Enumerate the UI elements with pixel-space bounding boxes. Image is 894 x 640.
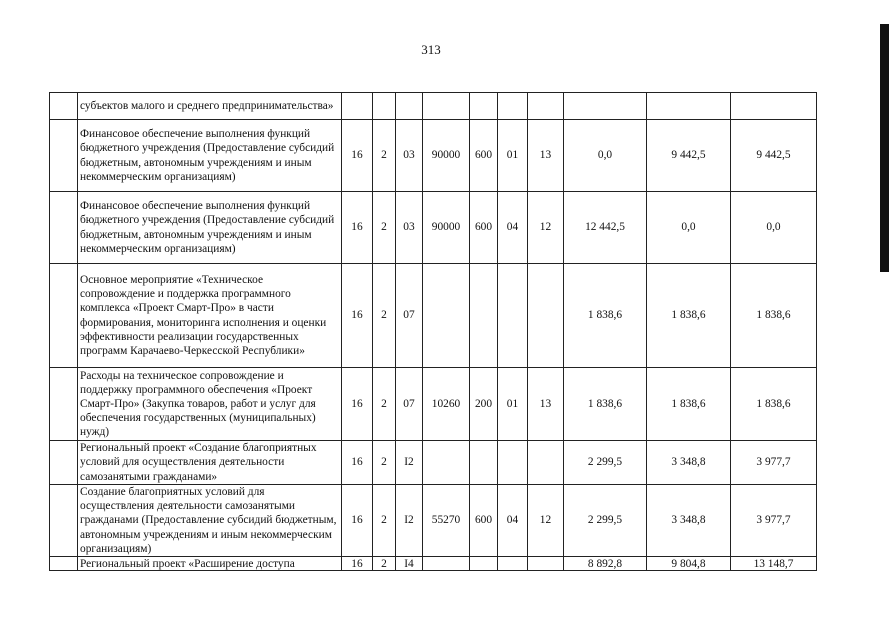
amount-cell: 3 348,8 [647,485,731,557]
code-cell [498,264,528,368]
code-cell: 2 [373,264,396,368]
row-description: Региональный проект «Расширение доступа [78,557,342,571]
code-cell: 55270 [423,485,470,557]
amount-cell: 2 299,5 [564,441,647,485]
amount-cell: 9 442,5 [647,120,731,192]
amount-cell: 9 804,8 [647,557,731,571]
row-description: Финансовое обеспечение выполнения функций бюджетного учреждения (Предоставление субсидий бюджетным, автономным учреждениям и иным некоммерческим организациям) [78,120,342,192]
code-cell: 10260 [423,368,470,441]
code-cell: 90000 [423,192,470,264]
table-row [50,192,817,264]
code-cell: 2 [373,557,396,571]
code-cell: 600 [470,120,498,192]
amount-cell [564,93,647,120]
code-cell: 07 [396,264,423,368]
table-row [50,264,817,368]
table-row [50,441,817,485]
amount-cell: 1 838,6 [564,368,647,441]
row-description: Создание благоприятных условий для осуществления деятельности самозанятыми гражданами (Предоставление субсидий бюджетным, автономным учреждениям и иным некоммерческим организациям) [78,485,342,557]
amount-cell: 3 977,7 [731,441,817,485]
blank-cell [50,93,78,120]
code-cell [470,441,498,485]
table-row [50,93,817,120]
code-cell: 13 [528,120,564,192]
amount-cell: 2 299,5 [564,485,647,557]
page-number: 313 [421,42,441,57]
row-description: субъектов малого и среднего предпринимательства» [78,93,342,120]
row-description: Основное мероприятие «Техническое сопровождение и поддержка программного комплекса «Проект Смарт-Про» в части формирования, мониторинга исполнения и оценки эффективности реализации государственных программ Карачаево-Черкесской Республики» [78,264,342,368]
code-cell: 16 [342,441,373,485]
row-description: Расходы на техническое сопровождение и поддержку программного обеспечения «Проект Смарт-Про» (Закупка товаров, работ и услуг для обеспечения государственных (муниципальных) нужд) [78,368,342,441]
code-cell: 07 [396,368,423,441]
code-cell: 03 [396,192,423,264]
amount-cell: 0,0 [647,192,731,264]
code-cell: 600 [470,192,498,264]
code-cell: 01 [498,120,528,192]
table-row [50,120,817,192]
code-cell: 2 [373,368,396,441]
blank-cell [50,368,78,441]
code-cell: 16 [342,368,373,441]
binding-edge [880,24,889,272]
code-cell: 13 [528,368,564,441]
amount-cell: 12 442,5 [564,192,647,264]
code-cell [423,441,470,485]
code-cell [498,93,528,120]
code-cell [423,93,470,120]
amount-cell: 1 838,6 [647,368,731,441]
code-cell [528,93,564,120]
amount-cell: 0,0 [564,120,647,192]
code-cell: 03 [396,120,423,192]
code-cell: 2 [373,192,396,264]
code-cell [528,441,564,485]
code-cell: 2 [373,120,396,192]
amount-cell: 1 838,6 [731,264,817,368]
code-cell: 12 [528,485,564,557]
code-cell [528,264,564,368]
code-cell [373,93,396,120]
code-cell [470,93,498,120]
code-cell [396,93,423,120]
code-cell: 16 [342,192,373,264]
amount-cell: 3 977,7 [731,485,817,557]
code-cell [470,557,498,571]
code-cell: 12 [528,192,564,264]
code-cell: 01 [498,368,528,441]
amount-cell: 1 838,6 [647,264,731,368]
code-cell: 16 [342,557,373,571]
amount-cell: 1 838,6 [731,368,817,441]
code-cell: 2 [373,485,396,557]
row-description: Финансовое обеспечение выполнения функций бюджетного учреждения (Предоставление субсидий бюджетным, автономным учреждениям и иным некоммерческим организациям) [78,192,342,264]
code-cell [498,557,528,571]
code-cell: 04 [498,485,528,557]
table-row [50,557,817,571]
table-row [50,368,817,441]
amount-cell: 8 892,8 [564,557,647,571]
amount-cell: 3 348,8 [647,441,731,485]
code-cell: 600 [470,485,498,557]
code-cell: I2 [396,441,423,485]
blank-cell [50,557,78,571]
code-cell: 16 [342,485,373,557]
code-cell: 90000 [423,120,470,192]
code-cell: I2 [396,485,423,557]
code-cell: 04 [498,192,528,264]
code-cell: 16 [342,120,373,192]
blank-cell [50,441,78,485]
code-cell [498,441,528,485]
blank-cell [50,192,78,264]
code-cell [470,264,498,368]
blank-cell [50,120,78,192]
code-cell: I4 [396,557,423,571]
amount-cell: 13 148,7 [731,557,817,571]
code-cell: 2 [373,441,396,485]
amount-cell: 1 838,6 [564,264,647,368]
blank-cell [50,264,78,368]
table-row [50,485,817,557]
amount-cell: 0,0 [731,192,817,264]
code-cell [528,557,564,571]
amount-cell: 9 442,5 [731,120,817,192]
budget-table [49,92,817,571]
amount-cell [647,93,731,120]
blank-cell [50,485,78,557]
code-cell [423,264,470,368]
row-description: Региональный проект «Создание благоприятных условий для осуществления деятельности самозанятыми гражданами» [78,441,342,485]
code-cell: 200 [470,368,498,441]
code-cell [342,93,373,120]
code-cell [423,557,470,571]
amount-cell [731,93,817,120]
code-cell: 16 [342,264,373,368]
